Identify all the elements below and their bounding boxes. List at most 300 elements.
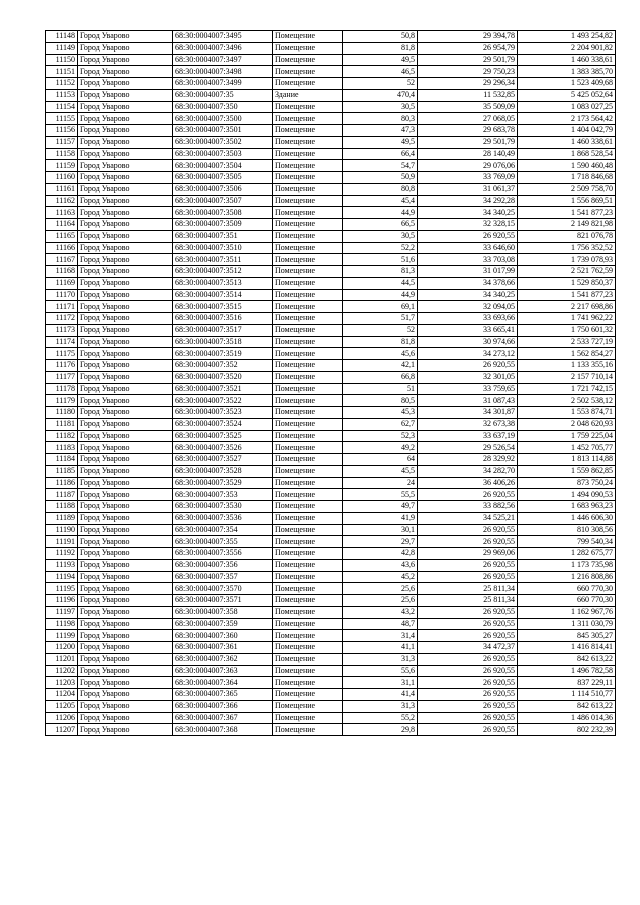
cadastral-value-cell: 1 756 352,52 xyxy=(518,242,616,254)
object-type-cell: Помещение xyxy=(273,195,343,207)
object-type-cell: Помещение xyxy=(273,277,343,289)
cadastral-number-cell: 68:30:0004007:3519 xyxy=(173,348,273,360)
cadastral-value-cell: 799 540,34 xyxy=(518,536,616,548)
object-type-cell: Помещение xyxy=(273,383,343,395)
area-cell: 52,2 xyxy=(343,242,418,254)
locality-cell: Город Уварово xyxy=(78,101,173,113)
area-cell: 45,6 xyxy=(343,348,418,360)
object-type-cell: Помещение xyxy=(273,700,343,712)
area-cell: 66,5 xyxy=(343,219,418,231)
locality-cell: Город Уварово xyxy=(78,113,173,125)
table-row xyxy=(46,125,616,137)
table-row xyxy=(46,700,616,712)
area-cell: 41,1 xyxy=(343,642,418,654)
row-number-cell: 11177 xyxy=(46,371,78,383)
cadastral-value-cell: 2 217 698,86 xyxy=(518,301,616,313)
locality-cell: Город Уварово xyxy=(78,407,173,419)
specific-value-cell: 26 920,55 xyxy=(418,606,518,618)
cadastral-number-cell: 68:30:0004007:3571 xyxy=(173,595,273,607)
cadastral-value-cell: 1 460 338,61 xyxy=(518,54,616,66)
cadastral-value-cell: 842 613,22 xyxy=(518,700,616,712)
table-row xyxy=(46,606,616,618)
object-type-cell: Помещение xyxy=(273,66,343,78)
row-number-cell: 11173 xyxy=(46,324,78,336)
table-row xyxy=(46,383,616,395)
table-row xyxy=(46,101,616,113)
table-row xyxy=(46,136,616,148)
cadastral-number-cell: 68:30:0004007:351 xyxy=(173,230,273,242)
cadastral-value-cell: 1 559 862,85 xyxy=(518,465,616,477)
specific-value-cell: 29 750,23 xyxy=(418,66,518,78)
area-cell: 66,4 xyxy=(343,148,418,160)
object-type-cell: Помещение xyxy=(273,501,343,513)
cadastral-value-cell: 1 114 510,77 xyxy=(518,689,616,701)
locality-cell: Город Уварово xyxy=(78,78,173,90)
area-cell: 31,1 xyxy=(343,677,418,689)
table-row xyxy=(46,219,616,231)
cadastral-value-cell: 1 721 742,15 xyxy=(518,383,616,395)
specific-value-cell: 26 920,55 xyxy=(418,700,518,712)
cadastral-value-cell: 1 529 850,37 xyxy=(518,277,616,289)
object-type-cell: Помещение xyxy=(273,559,343,571)
area-cell: 55,6 xyxy=(343,665,418,677)
row-number-cell: 11152 xyxy=(46,78,78,90)
table-row xyxy=(46,160,616,172)
specific-value-cell: 33 882,56 xyxy=(418,501,518,513)
row-number-cell: 11148 xyxy=(46,31,78,43)
cadastral-value-cell: 1 556 869,51 xyxy=(518,195,616,207)
object-type-cell: Помещение xyxy=(273,125,343,137)
specific-value-cell: 36 406,26 xyxy=(418,477,518,489)
cadastral-value-cell: 873 750,24 xyxy=(518,477,616,489)
property-table-page xyxy=(45,30,615,736)
specific-value-cell: 31 017,99 xyxy=(418,266,518,278)
specific-value-cell: 26 920,55 xyxy=(418,630,518,642)
specific-value-cell: 29 683,78 xyxy=(418,125,518,137)
cadastral-number-cell: 68:30:0004007:3511 xyxy=(173,254,273,266)
table-row xyxy=(46,207,616,219)
area-cell: 42,1 xyxy=(343,360,418,372)
row-number-cell: 11155 xyxy=(46,113,78,125)
row-number-cell: 11150 xyxy=(46,54,78,66)
area-cell: 49,5 xyxy=(343,136,418,148)
area-cell: 470,4 xyxy=(343,89,418,101)
locality-cell: Город Уварово xyxy=(78,136,173,148)
table-row xyxy=(46,430,616,442)
row-number-cell: 11170 xyxy=(46,289,78,301)
row-number-cell: 11191 xyxy=(46,536,78,548)
specific-value-cell: 34 378,66 xyxy=(418,277,518,289)
cadastral-value-cell: 1 683 963,23 xyxy=(518,501,616,513)
table-row xyxy=(46,348,616,360)
specific-value-cell: 34 340,25 xyxy=(418,207,518,219)
cadastral-number-cell: 68:30:0004007:365 xyxy=(173,689,273,701)
table-row xyxy=(46,477,616,489)
object-type-cell: Помещение xyxy=(273,301,343,313)
table-row xyxy=(46,595,616,607)
row-number-cell: 11161 xyxy=(46,183,78,195)
table-row xyxy=(46,442,616,454)
cadastral-number-cell: 68:30:0004007:35 xyxy=(173,89,273,101)
area-cell: 45,3 xyxy=(343,407,418,419)
cadastral-value-cell: 1 173 735,98 xyxy=(518,559,616,571)
specific-value-cell: 32 328,15 xyxy=(418,219,518,231)
area-cell: 54,7 xyxy=(343,160,418,172)
specific-value-cell: 33 703,08 xyxy=(418,254,518,266)
cadastral-value-cell: 1 739 078,93 xyxy=(518,254,616,266)
table-row xyxy=(46,54,616,66)
object-type-cell: Помещение xyxy=(273,583,343,595)
locality-cell: Город Уварово xyxy=(78,418,173,430)
cadastral-value-cell: 1 590 460,48 xyxy=(518,160,616,172)
row-number-cell: 11202 xyxy=(46,665,78,677)
cadastral-number-cell: 68:30:0004007:3508 xyxy=(173,207,273,219)
locality-cell: Город Уварово xyxy=(78,207,173,219)
locality-cell: Город Уварово xyxy=(78,195,173,207)
cadastral-value-cell: 2 157 710,14 xyxy=(518,371,616,383)
cadastral-value-cell: 2 048 620,93 xyxy=(518,418,616,430)
row-number-cell: 11167 xyxy=(46,254,78,266)
specific-value-cell: 26 920,55 xyxy=(418,524,518,536)
object-type-cell: Здание xyxy=(273,89,343,101)
area-cell: 52 xyxy=(343,78,418,90)
row-number-cell: 11189 xyxy=(46,512,78,524)
area-cell: 43,2 xyxy=(343,606,418,618)
cadastral-value-cell: 802 232,39 xyxy=(518,724,616,736)
locality-cell: Город Уварово xyxy=(78,125,173,137)
locality-cell: Город Уварово xyxy=(78,395,173,407)
object-type-cell: Помещение xyxy=(273,524,343,536)
table-row xyxy=(46,407,616,419)
area-cell: 31,4 xyxy=(343,630,418,642)
table-row xyxy=(46,630,616,642)
table-row xyxy=(46,242,616,254)
area-cell: 31,3 xyxy=(343,653,418,665)
area-cell: 45,2 xyxy=(343,571,418,583)
cadastral-value-cell: 821 076,78 xyxy=(518,230,616,242)
cadastral-number-cell: 68:30:0004007:359 xyxy=(173,618,273,630)
cadastral-value-cell: 1 404 042,79 xyxy=(518,125,616,137)
cadastral-value-cell: 1 718 846,68 xyxy=(518,172,616,184)
cadastral-value-cell: 2 204 901,82 xyxy=(518,42,616,54)
locality-cell: Город Уварово xyxy=(78,559,173,571)
specific-value-cell: 33 637,19 xyxy=(418,430,518,442)
object-type-cell: Помещение xyxy=(273,266,343,278)
area-cell: 51,6 xyxy=(343,254,418,266)
object-type-cell: Помещение xyxy=(273,219,343,231)
area-cell: 30,1 xyxy=(343,524,418,536)
cadastral-number-cell: 68:30:0004007:360 xyxy=(173,630,273,642)
row-number-cell: 11171 xyxy=(46,301,78,313)
locality-cell: Город Уварово xyxy=(78,595,173,607)
area-cell: 55,5 xyxy=(343,489,418,501)
table-row xyxy=(46,395,616,407)
locality-cell: Город Уварово xyxy=(78,148,173,160)
object-type-cell: Помещение xyxy=(273,454,343,466)
area-cell: 51,7 xyxy=(343,313,418,325)
area-cell: 29,7 xyxy=(343,536,418,548)
cadastral-number-cell: 68:30:0004007:352 xyxy=(173,360,273,372)
table-row xyxy=(46,336,616,348)
locality-cell: Город Уварово xyxy=(78,442,173,454)
row-number-cell: 11179 xyxy=(46,395,78,407)
property-table-body xyxy=(46,31,616,736)
cadastral-number-cell: 68:30:0004007:3522 xyxy=(173,395,273,407)
table-row xyxy=(46,266,616,278)
object-type-cell: Помещение xyxy=(273,724,343,736)
locality-cell: Город Уварово xyxy=(78,512,173,524)
row-number-cell: 11186 xyxy=(46,477,78,489)
row-number-cell: 11165 xyxy=(46,230,78,242)
cadastral-number-cell: 68:30:0004007:3506 xyxy=(173,183,273,195)
locality-cell: Город Уварово xyxy=(78,571,173,583)
specific-value-cell: 34 340,25 xyxy=(418,289,518,301)
locality-cell: Город Уварово xyxy=(78,242,173,254)
locality-cell: Город Уварово xyxy=(78,160,173,172)
cadastral-value-cell: 660 770,30 xyxy=(518,583,616,595)
cadastral-value-cell: 1 553 874,71 xyxy=(518,407,616,419)
table-row xyxy=(46,371,616,383)
area-cell: 66,8 xyxy=(343,371,418,383)
object-type-cell: Помещение xyxy=(273,606,343,618)
row-number-cell: 11156 xyxy=(46,125,78,137)
cadastral-number-cell: 68:30:0004007:3530 xyxy=(173,501,273,513)
cadastral-value-cell: 810 308,56 xyxy=(518,524,616,536)
table-row xyxy=(46,78,616,90)
table-row xyxy=(46,653,616,665)
cadastral-value-cell: 1 759 225,04 xyxy=(518,430,616,442)
row-number-cell: 11194 xyxy=(46,571,78,583)
table-row xyxy=(46,183,616,195)
object-type-cell: Помещение xyxy=(273,395,343,407)
object-type-cell: Помещение xyxy=(273,101,343,113)
locality-cell: Город Уварово xyxy=(78,548,173,560)
table-row xyxy=(46,289,616,301)
specific-value-cell: 33 693,66 xyxy=(418,313,518,325)
object-type-cell: Помещение xyxy=(273,136,343,148)
object-type-cell: Помещение xyxy=(273,653,343,665)
cadastral-number-cell: 68:30:0004007:3503 xyxy=(173,148,273,160)
object-type-cell: Помещение xyxy=(273,230,343,242)
row-number-cell: 11207 xyxy=(46,724,78,736)
object-type-cell: Помещение xyxy=(273,430,343,442)
row-number-cell: 11197 xyxy=(46,606,78,618)
specific-value-cell: 26 920,55 xyxy=(418,559,518,571)
row-number-cell: 11183 xyxy=(46,442,78,454)
cadastral-number-cell: 68:30:0004007:363 xyxy=(173,665,273,677)
row-number-cell: 11172 xyxy=(46,313,78,325)
cadastral-value-cell: 2 149 821,98 xyxy=(518,219,616,231)
cadastral-number-cell: 68:30:0004007:358 xyxy=(173,606,273,618)
locality-cell: Город Уварово xyxy=(78,606,173,618)
locality-cell: Город Уварово xyxy=(78,336,173,348)
row-number-cell: 11174 xyxy=(46,336,78,348)
locality-cell: Город Уварово xyxy=(78,42,173,54)
row-number-cell: 11154 xyxy=(46,101,78,113)
cadastral-value-cell: 1 133 355,16 xyxy=(518,360,616,372)
locality-cell: Город Уварово xyxy=(78,689,173,701)
locality-cell: Город Уварово xyxy=(78,712,173,724)
locality-cell: Город Уварово xyxy=(78,89,173,101)
specific-value-cell: 34 292,28 xyxy=(418,195,518,207)
cadastral-value-cell: 1 750 601,32 xyxy=(518,324,616,336)
specific-value-cell: 27 068,05 xyxy=(418,113,518,125)
locality-cell: Город Уварово xyxy=(78,313,173,325)
cadastral-number-cell: 68:30:0004007:3515 xyxy=(173,301,273,313)
specific-value-cell: 26 920,55 xyxy=(418,489,518,501)
table-row xyxy=(46,712,616,724)
specific-value-cell: 25 811,34 xyxy=(418,595,518,607)
object-type-cell: Помещение xyxy=(273,371,343,383)
cadastral-value-cell: 1 541 877,23 xyxy=(518,289,616,301)
cadastral-number-cell: 68:30:0004007:362 xyxy=(173,653,273,665)
row-number-cell: 11162 xyxy=(46,195,78,207)
object-type-cell: Помещение xyxy=(273,324,343,336)
cadastral-number-cell: 68:30:0004007:3513 xyxy=(173,277,273,289)
table-row xyxy=(46,571,616,583)
object-type-cell: Помещение xyxy=(273,289,343,301)
table-row xyxy=(46,524,616,536)
cadastral-value-cell: 1 493 254,82 xyxy=(518,31,616,43)
locality-cell: Город Уварово xyxy=(78,630,173,642)
specific-value-cell: 34 301,87 xyxy=(418,407,518,419)
specific-value-cell: 26 920,55 xyxy=(418,712,518,724)
cadastral-value-cell: 660 770,30 xyxy=(518,595,616,607)
cadastral-number-cell: 68:30:0004007:3523 xyxy=(173,407,273,419)
table-row xyxy=(46,618,616,630)
object-type-cell: Помещение xyxy=(273,712,343,724)
area-cell: 30,5 xyxy=(343,101,418,113)
row-number-cell: 11204 xyxy=(46,689,78,701)
row-number-cell: 11151 xyxy=(46,66,78,78)
area-cell: 80,8 xyxy=(343,183,418,195)
area-cell: 49,2 xyxy=(343,442,418,454)
specific-value-cell: 26 920,55 xyxy=(418,724,518,736)
row-number-cell: 11188 xyxy=(46,501,78,513)
table-row xyxy=(46,148,616,160)
object-type-cell: Помещение xyxy=(273,642,343,654)
locality-cell: Город Уварово xyxy=(78,172,173,184)
specific-value-cell: 35 509,09 xyxy=(418,101,518,113)
table-row xyxy=(46,254,616,266)
cadastral-number-cell: 68:30:0004007:3528 xyxy=(173,465,273,477)
row-number-cell: 11201 xyxy=(46,653,78,665)
table-row xyxy=(46,724,616,736)
area-cell: 48,7 xyxy=(343,618,418,630)
area-cell: 43,6 xyxy=(343,559,418,571)
row-number-cell: 11169 xyxy=(46,277,78,289)
table-row xyxy=(46,677,616,689)
row-number-cell: 11153 xyxy=(46,89,78,101)
cadastral-number-cell: 68:30:0004007:3520 xyxy=(173,371,273,383)
row-number-cell: 11200 xyxy=(46,642,78,654)
object-type-cell: Помещение xyxy=(273,477,343,489)
cadastral-value-cell: 1 868 528,54 xyxy=(518,148,616,160)
object-type-cell: Помещение xyxy=(273,571,343,583)
specific-value-cell: 28 140,49 xyxy=(418,148,518,160)
object-type-cell: Помещение xyxy=(273,489,343,501)
cadastral-value-cell: 1 452 705,77 xyxy=(518,442,616,454)
locality-cell: Город Уварово xyxy=(78,219,173,231)
object-type-cell: Помещение xyxy=(273,689,343,701)
area-cell: 81,8 xyxy=(343,42,418,54)
table-row xyxy=(46,689,616,701)
locality-cell: Город Уварово xyxy=(78,465,173,477)
locality-cell: Город Уварово xyxy=(78,489,173,501)
specific-value-cell: 26 920,55 xyxy=(418,618,518,630)
table-row xyxy=(46,113,616,125)
row-number-cell: 11180 xyxy=(46,407,78,419)
cadastral-value-cell: 1 416 814,41 xyxy=(518,642,616,654)
cadastral-value-cell: 1 486 014,36 xyxy=(518,712,616,724)
cadastral-number-cell: 68:30:0004007:3502 xyxy=(173,136,273,148)
table-row xyxy=(46,536,616,548)
cadastral-value-cell: 1 741 962,22 xyxy=(518,313,616,325)
row-number-cell: 11178 xyxy=(46,383,78,395)
cadastral-number-cell: 68:30:0004007:3556 xyxy=(173,548,273,560)
object-type-cell: Помещение xyxy=(273,31,343,43)
table-row xyxy=(46,301,616,313)
area-cell: 81,3 xyxy=(343,266,418,278)
object-type-cell: Помещение xyxy=(273,536,343,548)
specific-value-cell: 29 394,78 xyxy=(418,31,518,43)
specific-value-cell: 34 525,21 xyxy=(418,512,518,524)
locality-cell: Город Уварово xyxy=(78,536,173,548)
area-cell: 52,3 xyxy=(343,430,418,442)
area-cell: 44,5 xyxy=(343,277,418,289)
locality-cell: Город Уварово xyxy=(78,653,173,665)
cadastral-number-cell: 68:30:0004007:3525 xyxy=(173,430,273,442)
table-row xyxy=(46,42,616,54)
area-cell: 30,5 xyxy=(343,230,418,242)
object-type-cell: Помещение xyxy=(273,242,343,254)
row-number-cell: 11206 xyxy=(46,712,78,724)
object-type-cell: Помещение xyxy=(273,254,343,266)
cadastral-number-cell: 68:30:0004007:3529 xyxy=(173,477,273,489)
area-cell: 25,6 xyxy=(343,583,418,595)
table-row xyxy=(46,465,616,477)
row-number-cell: 11205 xyxy=(46,700,78,712)
specific-value-cell: 11 532,85 xyxy=(418,89,518,101)
table-row xyxy=(46,583,616,595)
specific-value-cell: 31 087,43 xyxy=(418,395,518,407)
locality-cell: Город Уварово xyxy=(78,618,173,630)
area-cell: 44,9 xyxy=(343,207,418,219)
specific-value-cell: 34 472,37 xyxy=(418,642,518,654)
cadastral-number-cell: 68:30:0004007:3516 xyxy=(173,313,273,325)
specific-value-cell: 29 501,79 xyxy=(418,54,518,66)
table-row xyxy=(46,172,616,184)
area-cell: 24 xyxy=(343,477,418,489)
cadastral-number-cell: 68:30:0004007:3507 xyxy=(173,195,273,207)
object-type-cell: Помещение xyxy=(273,465,343,477)
cadastral-value-cell: 2 173 564,42 xyxy=(518,113,616,125)
cadastral-number-cell: 68:30:0004007:364 xyxy=(173,677,273,689)
specific-value-cell: 30 974,66 xyxy=(418,336,518,348)
cadastral-number-cell: 68:30:0004007:3527 xyxy=(173,454,273,466)
cadastral-value-cell: 1 541 877,23 xyxy=(518,207,616,219)
table-row xyxy=(46,512,616,524)
locality-cell: Город Уварово xyxy=(78,289,173,301)
cadastral-value-cell: 1 813 114,88 xyxy=(518,454,616,466)
object-type-cell: Помещение xyxy=(273,348,343,360)
area-cell: 50,8 xyxy=(343,31,418,43)
area-cell: 45,5 xyxy=(343,465,418,477)
cadastral-value-cell: 1 383 385,70 xyxy=(518,66,616,78)
cadastral-value-cell: 2 533 727,19 xyxy=(518,336,616,348)
object-type-cell: Помещение xyxy=(273,442,343,454)
table-row xyxy=(46,665,616,677)
